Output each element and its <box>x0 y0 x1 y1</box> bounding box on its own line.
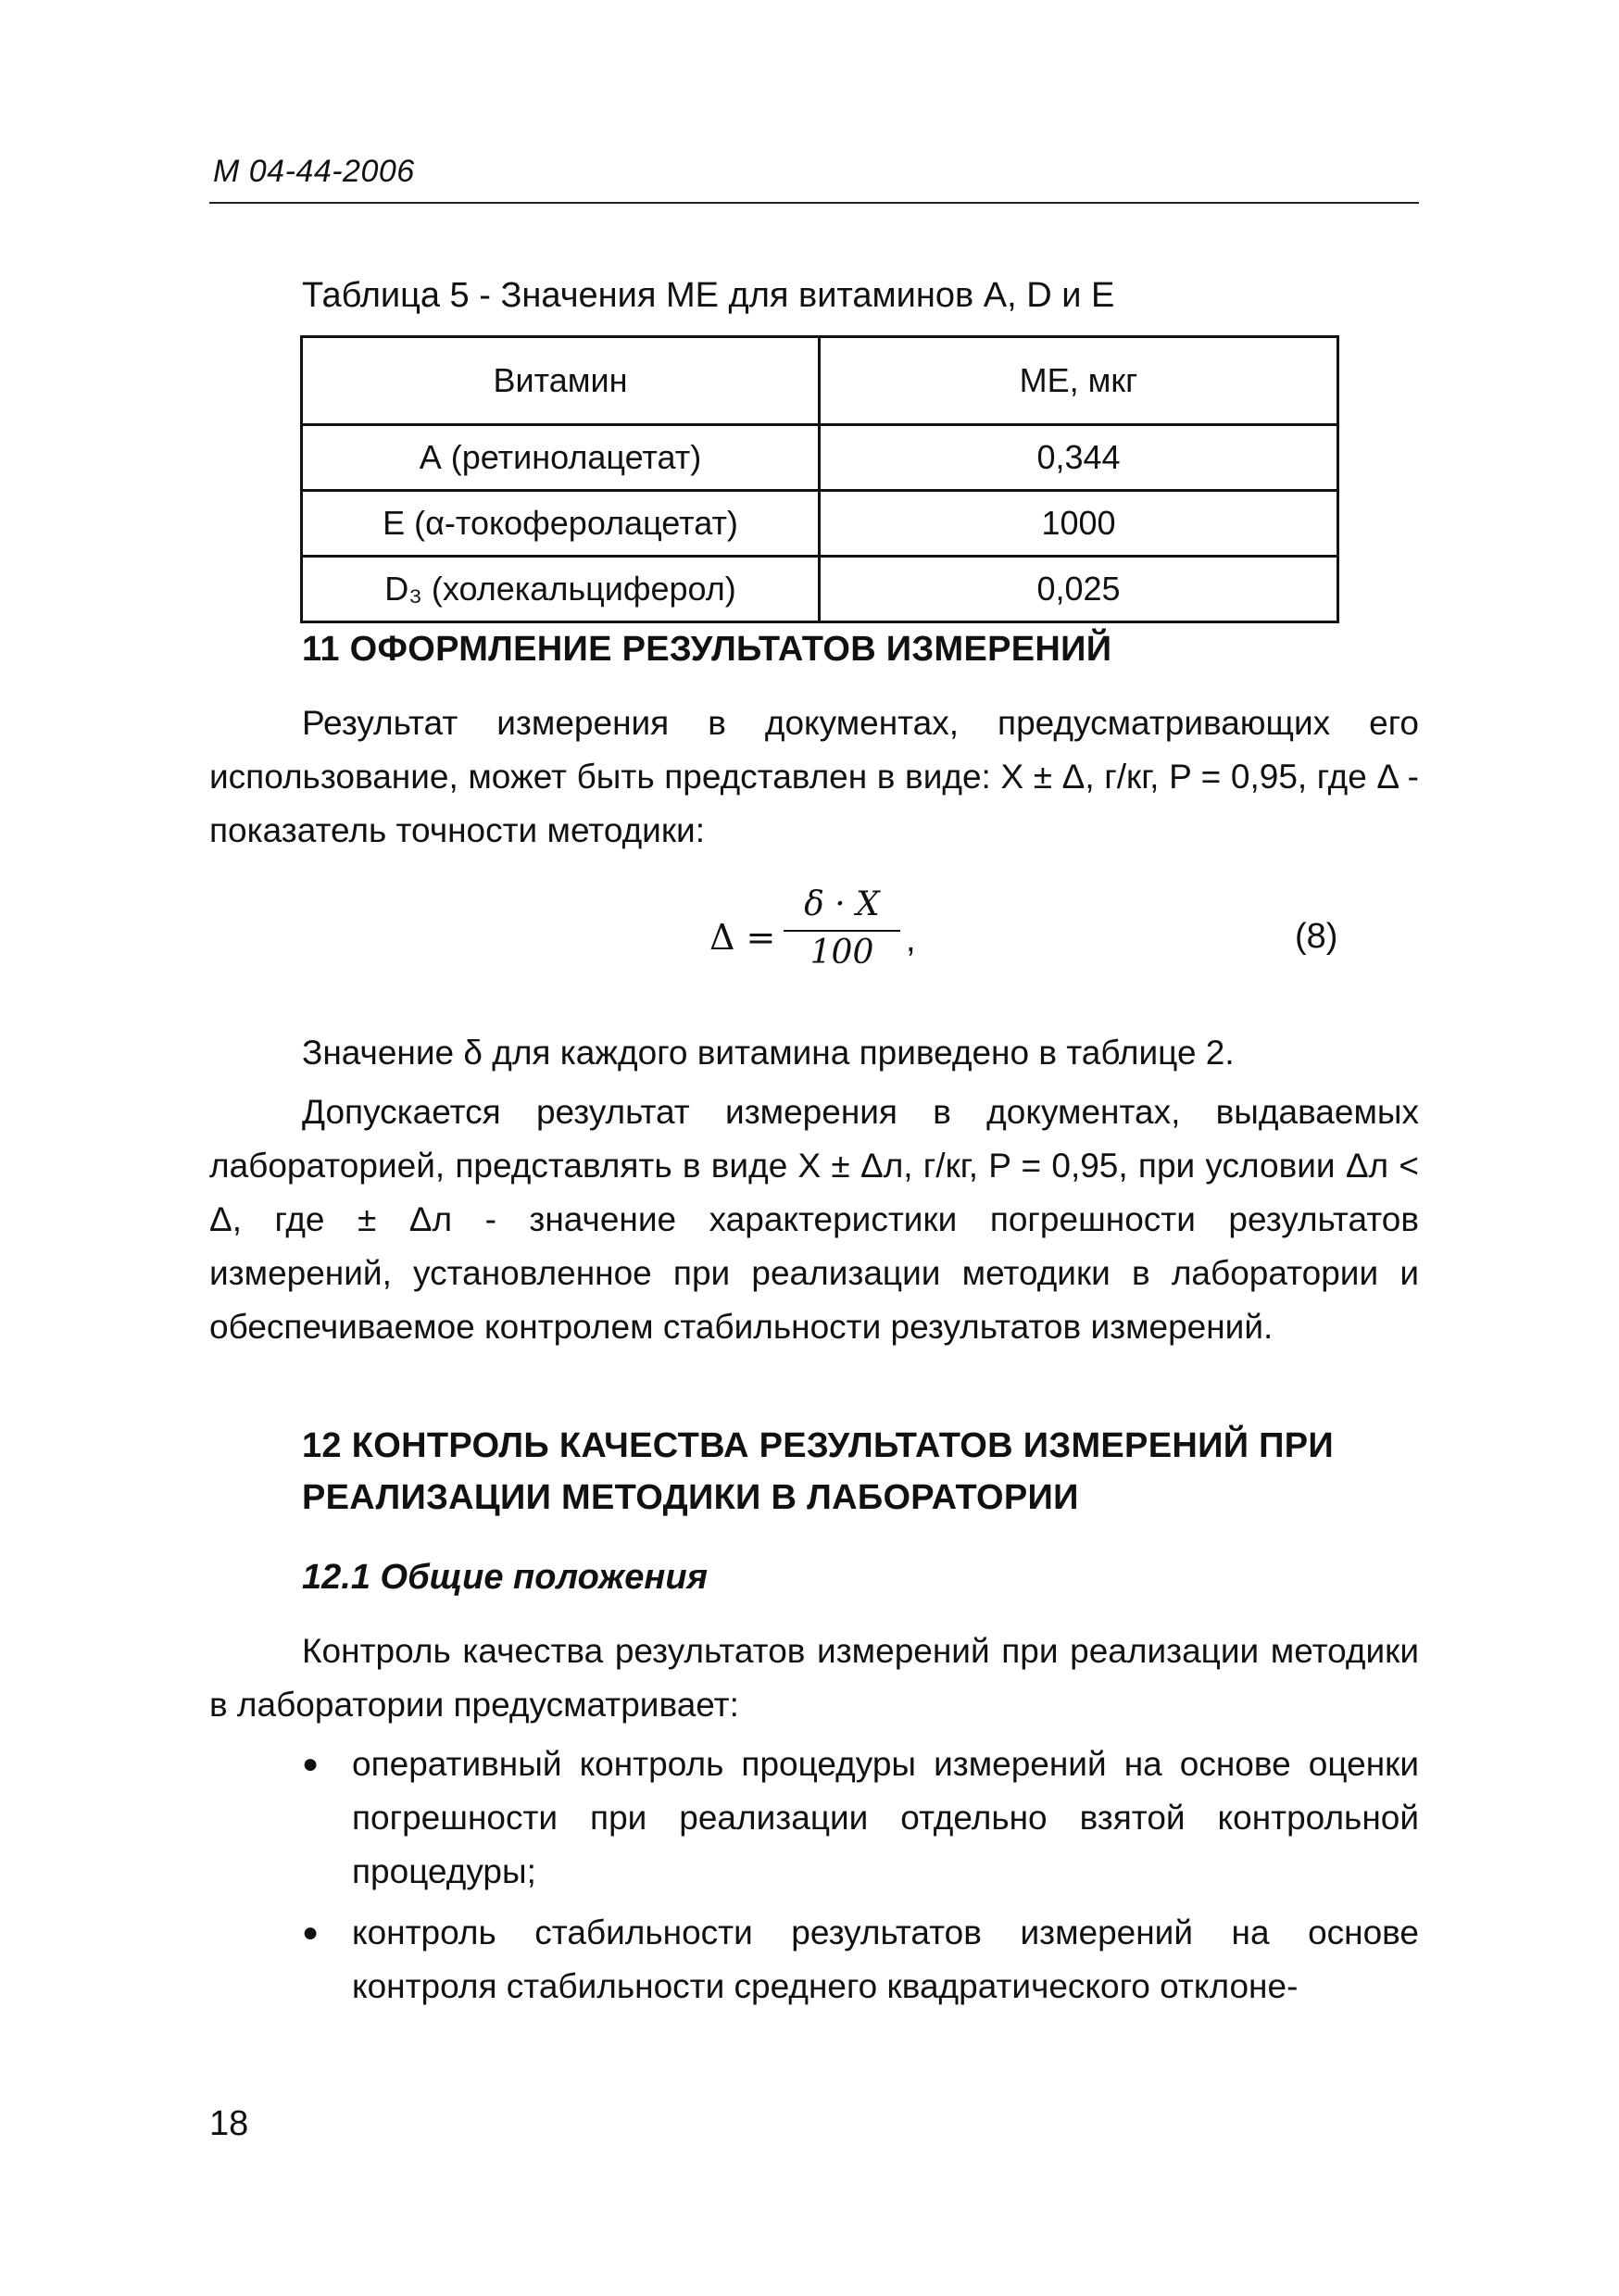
list-item-text: контроль стабильности результатов измерений на основе контроля стабильности среднего квадратического отклоне- <box>352 1913 1419 2005</box>
bullet-icon: ● <box>302 1749 320 1779</box>
column-header: МЕ, мкг <box>820 337 1338 425</box>
formula-fraction <box>784 885 900 972</box>
bullet-icon: ● <box>302 1917 320 1948</box>
table-row <box>302 425 1338 491</box>
subsection-heading: 12.1 Общие положения <box>302 1558 708 1597</box>
formula-numerator: δ · X <box>804 885 880 923</box>
formula-number: (8) <box>1295 917 1338 956</box>
table-caption: Таблица 5 - Значения МЕ для витаминов А, D и Е <box>302 276 1115 315</box>
paragraph-text: Контроль качества результатов измерений при реализации методики в лаборатории предусматривает: <box>209 1632 1419 1724</box>
paragraph-lab-result <box>209 1085 1419 1354</box>
paragraph-quality-control <box>209 1625 1419 1732</box>
column-header: Витамин <box>302 337 820 425</box>
paragraph-text: Результат измерения в документах, предусматривающих его использование, может быть представлен в виде: X ± Δ, г/кг, P = 0,95, где Δ - показатель точности методики: <box>209 704 1419 849</box>
header-rule <box>209 202 1419 204</box>
formula-8 <box>209 880 1419 1000</box>
list-item <box>296 1738 1419 1899</box>
section-12-heading-line1: 12 КОНТРОЛЬ КАЧЕСТВА РЕЗУЛЬТАТОВ ИЗМЕРЕНИЙ ПРИ <box>302 1426 1335 1465</box>
table-row <box>302 557 1338 622</box>
document-code: М 04-44-2006 <box>213 154 415 189</box>
table-header-row <box>302 337 1338 425</box>
formula-denominator: 100 <box>810 934 874 972</box>
paragraph-text: Значение δ для каждого витамина приведено в таблице 2. <box>302 1034 1235 1072</box>
table-cell: D₃ (холекальциферол) <box>302 557 820 622</box>
section-11-heading: 11 ОФОРМЛЕНИЕ РЕЗУЛЬТАТОВ ИЗМЕРЕНИЙ <box>302 630 1112 669</box>
fraction-bar <box>784 930 900 932</box>
paragraph-text: Допускается результат измерения в документах, выдаваемых лабораторией, представлять в виде X ± Δл, г/кг, P = 0,95, при условии Δл < Δ, где ± Δл - значение характеристики погрешности результатов измерений, установленное при реализации методики в лаборатории и обеспечиваемое контролем стабильности результатов измерений. <box>209 1093 1419 1346</box>
table-row <box>302 491 1338 557</box>
vitamin-table <box>300 335 1339 623</box>
paragraph-delta-note <box>209 1026 1419 1080</box>
list-item-text: оперативный контроль процедуры измерений на основе оценки погрешности при реализации отдельно взятой контрольной процедуры; <box>352 1745 1419 1890</box>
table-cell: 0,025 <box>820 557 1338 622</box>
page-number: 18 <box>209 2104 249 2143</box>
paragraph-result-format <box>209 696 1419 858</box>
bullet-list <box>296 1738 1419 2021</box>
formula-lhs: Δ = <box>709 917 776 958</box>
formula-trail: , <box>906 921 916 960</box>
table-cell: Е (α-токоферолацетат) <box>302 491 820 557</box>
table-cell: 1000 <box>820 491 1338 557</box>
list-item <box>296 1906 1419 2014</box>
table-cell: А (ретинолацетат) <box>302 425 820 491</box>
table-cell: 0,344 <box>820 425 1338 491</box>
section-12-heading-line2: РЕАЛИЗАЦИИ МЕТОДИКИ В ЛАБОРАТОРИИ <box>302 1478 1079 1517</box>
